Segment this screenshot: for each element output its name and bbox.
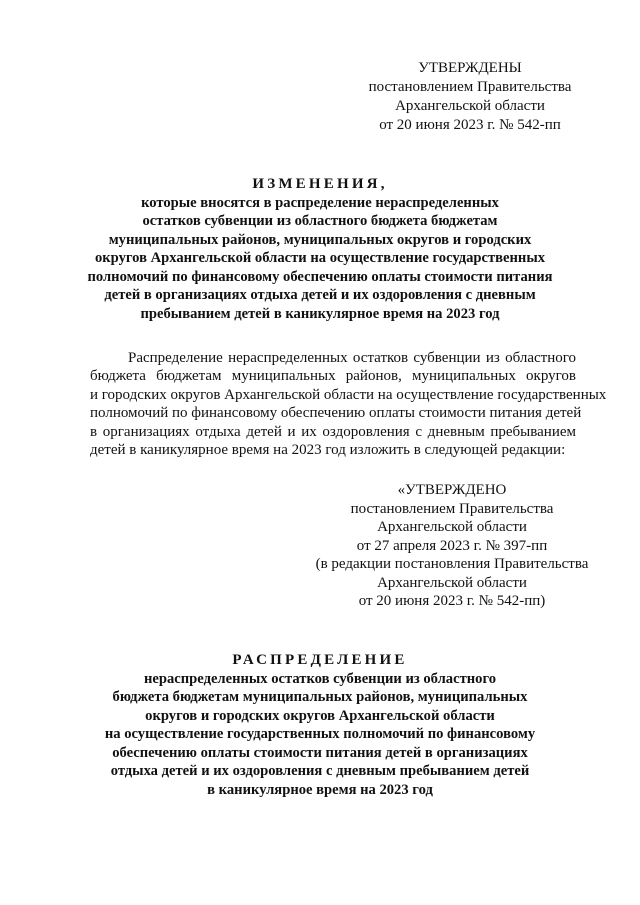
changes-heading (60, 175, 580, 323)
approval-title: УТВЕРЖДЕНЫ (418, 60, 522, 76)
heading-line: бюджета бюджетам муниципальных районов, муниципальных (112, 689, 528, 705)
approval-date-number: от 20 июня 2023 г. № 542-пп (379, 117, 561, 133)
approval-line: Архангельской области (377, 574, 527, 591)
heading-line: округов Архангельской области на осуществление государственных (94, 250, 546, 266)
paragraph-line: детей в каникулярное время на 2023 год изложить в следующей редакции: (90, 442, 566, 459)
approval-date-number: от 27 апреля 2023 г. № 397-пп (356, 537, 548, 554)
paragraph-line: бюджета бюджетам муниципальных районов, муниципальных округов (90, 368, 576, 385)
approval-line: (в редакции постановления Правительства (315, 556, 589, 572)
approval-line: постановлением Правительства (350, 500, 554, 517)
heading-line: пребыванием детей в каникулярное время на 2023 год (140, 305, 500, 322)
approval-stamp-top (360, 59, 580, 135)
heading-line: которые вносятся в распределение нераспределенных (141, 194, 499, 211)
approval-stamp-appendix (302, 481, 602, 611)
heading-line: остатков субвенции из областного бюджета бюджетам (142, 213, 498, 229)
paragraph-line: Распределение нераспределенных остатков субвенции из областного (128, 350, 576, 366)
paragraph-line: полномочий по финансовому обеспечению оплаты стоимости питания детей (90, 405, 582, 422)
body-paragraph (90, 349, 607, 459)
heading-line: отдыха детей и их оздоровления с дневным пребыванием детей (110, 763, 530, 779)
approval-line: Архангельской области (377, 519, 527, 535)
distribution-title: РАСПРЕДЕЛЕНИЕ (232, 652, 408, 668)
changes-title: ИЗМЕНЕНИЯ, (252, 176, 388, 192)
approval-title: «УТВЕРЖДЕНО (397, 482, 507, 498)
heading-line: полномочий по финансовому обеспечению оплаты стоимости питания (87, 268, 553, 285)
approval-line: Архангельской области (395, 98, 545, 114)
paragraph-line: в организациях отдыха детей и их оздоровления с дневным пребыванием (90, 423, 576, 440)
approval-date-number: от 20 июня 2023 г. № 542-пп) (358, 593, 546, 609)
heading-line: в каникулярное время на 2023 год (207, 781, 433, 798)
heading-line: нераспределенных остатков субвенции из областного (143, 670, 497, 687)
distribution-heading (60, 651, 580, 799)
heading-line: округов и городских округов Архангельской области (145, 707, 495, 724)
heading-line: обеспечению оплаты стоимости питания детей в организациях (112, 744, 528, 761)
approval-line: постановлением Правительства (368, 79, 572, 95)
paragraph-line: и городских округов Архангельской области на осуществление государственных (90, 386, 607, 403)
heading-line: на осуществление государственных полномочий по финансовому (104, 726, 536, 742)
heading-line: муниципальных районов, муниципальных округов и городских (108, 231, 532, 248)
heading-line: детей в организациях отдыха детей и их оздоровления с дневным (104, 287, 536, 303)
